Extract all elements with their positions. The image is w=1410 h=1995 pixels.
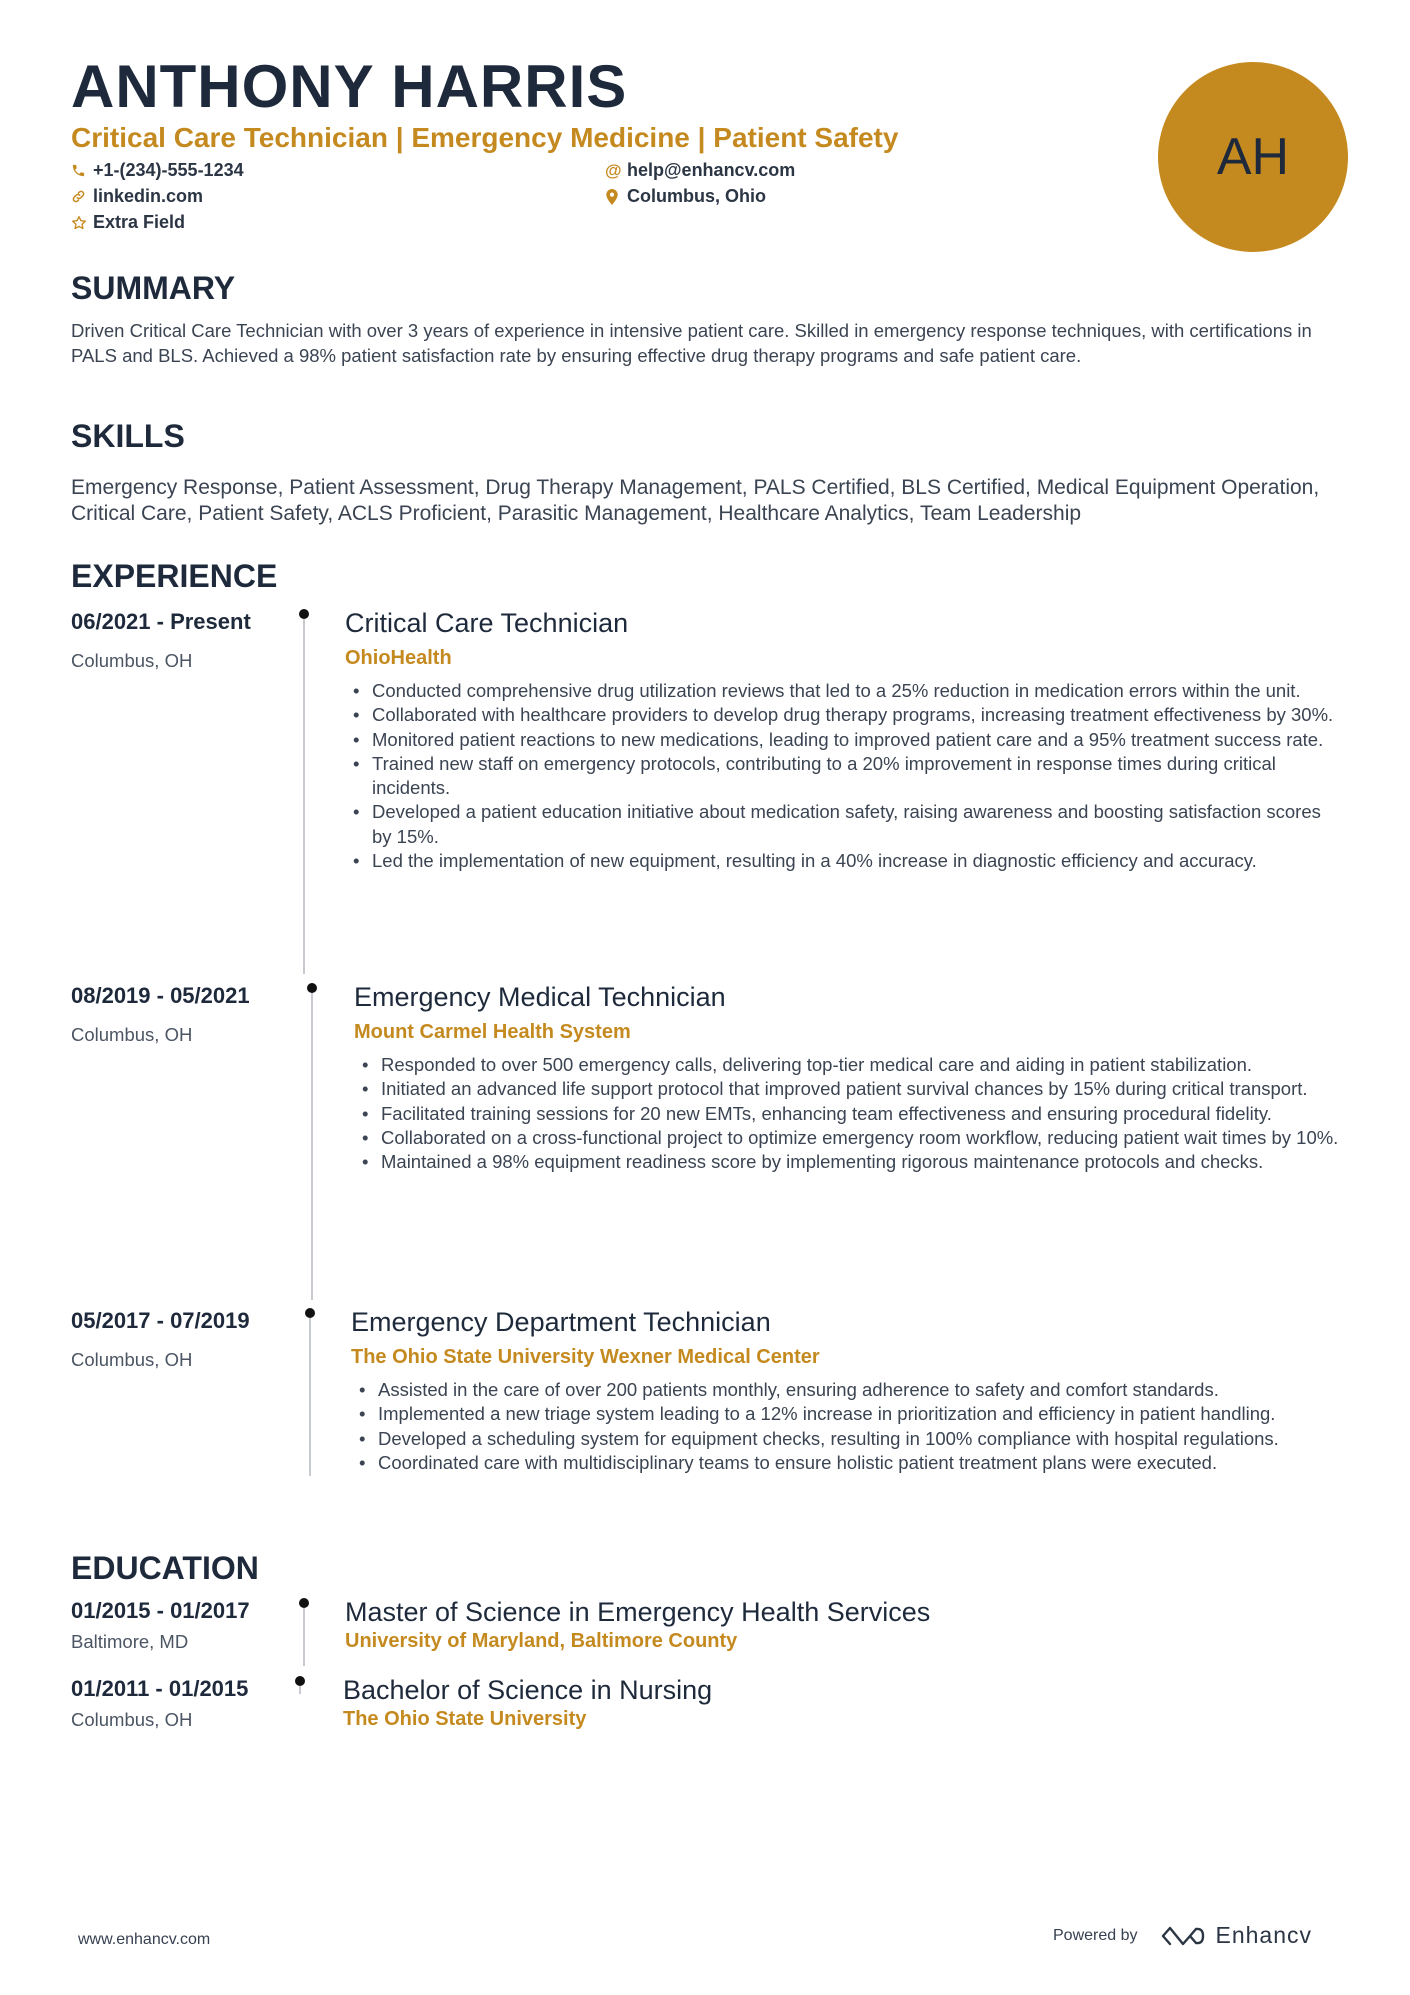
contact-linkedin [71,186,203,207]
experience-location: Columbus, OH [71,1349,193,1370]
education-school: University of Maryland, Baltimore County [345,1630,738,1652]
bullet-item: • Initiated an advanced life support protocol that improved patient survival chances by 15% during critical transport. [354,1077,1349,1101]
contact-extra [71,212,185,233]
experience-dates: 06/2021 - Present [71,609,251,634]
bullet-item: • Trained new staff on emergency protocols, contributing to a 20% improvement in response times during critical incidents. [345,752,1345,801]
bullet-item: • Maintained a 98% equipment readiness score by implementing rigorous maintenance protocols and checks. [354,1150,1349,1174]
experience-location: Columbus, OH [71,650,193,671]
bullet-item: • Collaborated on a cross-functional project to optimize emergency room workflow, reducing patient wait times by 10%. [354,1126,1349,1150]
candidate-name: ANTHONY HARRIS [71,53,628,120]
timeline-line [303,1608,305,1666]
timeline-dot [307,983,317,993]
at-icon: @ [605,160,622,180]
footer-branding [1053,1922,1312,1949]
timeline-dot [299,1598,309,1608]
star-icon [71,215,93,231]
skills-text: Emergency Response, Patient Assessment, Drug Therapy Management, PALS Certified, BLS Certified, Medical Equipment Operation, Critical Care, Patient Safety, ACLS Proficient, Parasitic Management, Healthcare Analytics, Team Leadership [71,476,1320,525]
experience-location: Columbus, OH [71,1024,193,1045]
education-degree: Master of Science in Emergency Health Services [345,1597,931,1627]
experience-org: Mount Carmel Health System [354,1021,631,1043]
experience-heading: EXPERIENCE [71,558,278,594]
education-school: The Ohio State University [343,1708,587,1730]
education-dates: 01/2011 - 01/2015 [71,1676,249,1701]
timeline-line [309,1318,311,1476]
experience-org: The Ohio State University Wexner Medical Center [351,1346,820,1368]
education-dates: 01/2015 - 01/2017 [71,1598,250,1623]
timeline-line [311,993,313,1300]
bullet-item: • Conducted comprehensive drug utilization reviews that led to a 25% reduction in medication errors within the unit. [345,679,1345,703]
timeline-dot [305,1308,315,1318]
education-degree: Bachelor of Science in Nursing [343,1675,713,1705]
bullet-item: • Led the implementation of new equipment, resulting in a 40% increase in diagnostic efficiency and accuracy. [345,849,1345,873]
experience-role: Emergency Medical Technician [354,982,726,1012]
timeline-dot [295,1676,305,1686]
enhancv-logo[interactable] [1160,1922,1313,1949]
experience-role: Critical Care Technician [345,608,629,638]
bullet-item: • Facilitated training sessions for 20 new EMTs, enhancing team effectiveness and ensuring procedural fidelity. [354,1102,1349,1126]
avatar [1158,62,1348,252]
extra-text: Extra Field [93,212,186,232]
location-text: Columbus, Ohio [627,186,766,206]
timeline-line [303,619,305,974]
bullet-item: • Assisted in the care of over 200 patients monthly, ensuring adherence to safety and comfort standards. [351,1378,1351,1402]
location-pin-icon [605,189,627,205]
contact-location [605,186,766,207]
skills-heading: SKILLS [71,418,185,454]
bullet-item: • Monitored patient reactions to new medications, leading to improved patient care and a 95% treatment success rate. [345,728,1345,752]
timeline-line [299,1686,301,1694]
experience-role: Emergency Department Technician [351,1307,771,1337]
education-heading: EDUCATION [71,1550,259,1586]
linkedin-text: linkedin.com [93,186,204,206]
experience-bullets [345,679,1345,873]
phone-icon [71,163,93,178]
experience-dates: 08/2019 - 05/2021 [71,983,250,1008]
footer-website[interactable]: www.enhancv.com [78,1931,211,1948]
timeline-dot [299,609,309,619]
bullet-item: • Developed a scheduling system for equipment checks, resulting in 100% compliance with hospital regulations. [351,1427,1351,1451]
summary-heading: SUMMARY [71,270,236,306]
education-location: Columbus, OH [71,1709,193,1730]
link-icon [71,189,93,204]
experience-bullets [354,1053,1349,1174]
bullet-item: • Responded to over 500 emergency calls, delivering top-tier medical care and aiding in patient stabilization. [354,1053,1349,1077]
contact-phone [71,160,244,181]
bullet-item: • Collaborated with healthcare providers to develop drug therapy programs, increasing treatment effectiveness by 30%. [345,703,1345,727]
contact-email [605,160,795,181]
bullet-item: • Implemented a new triage system leading to a 12% increase in prioritization and efficiency in patient handling. [351,1402,1351,1426]
enhancv-logo-icon [1160,1924,1206,1948]
brand-name: Enhancv [1215,1922,1313,1948]
experience-dates: 05/2017 - 07/2019 [71,1308,250,1333]
powered-by-text: Powered by [1053,1926,1138,1944]
avatar-initials: AH [1216,128,1290,186]
experience-org: OhioHealth [345,647,452,669]
phone-text: +1-(234)-555-1234 [93,160,244,180]
summary-text: Driven Critical Care Technician with over 3 years of experience in intensive patient care. Skilled in emergency response techniques, with certifications in PALS and BLS. Achieved a 98% patient satisfaction rate by ensuring effective drug therapy programs and safe patient care. [71,320,1312,366]
email-text: help@enhancv.com [627,160,796,180]
education-location: Baltimore, MD [71,1631,189,1652]
experience-bullets [351,1378,1351,1475]
bullet-item: • Coordinated care with multidisciplinary teams to ensure holistic patient treatment plans were executed. [351,1451,1351,1475]
bullet-item: • Developed a patient education initiative about medication safety, raising awareness and boosting satisfaction scores by 15%. [345,800,1345,849]
headline: Critical Care Technician | Emergency Medicine | Patient Safety [71,122,899,153]
